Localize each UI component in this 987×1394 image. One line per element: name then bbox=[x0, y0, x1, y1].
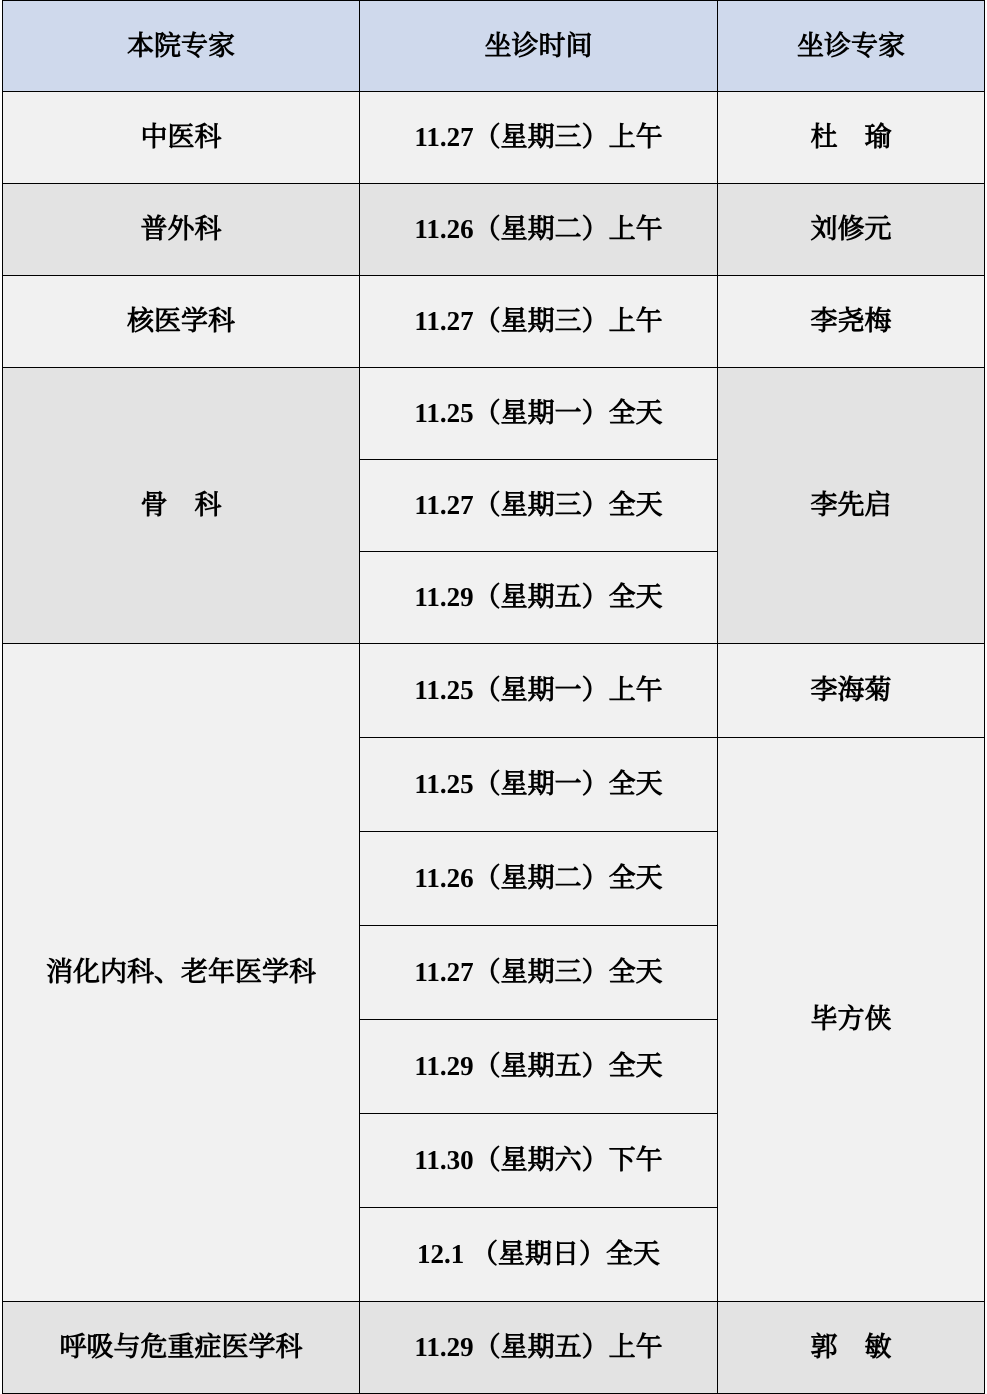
table-body bbox=[3, 92, 985, 1394]
expert-clinic-schedule-table bbox=[2, 0, 985, 1394]
cell-time: 11.27（星期三）上午 bbox=[360, 92, 718, 184]
table-row bbox=[3, 184, 985, 276]
cell-department: 呼吸与危重症医学科 bbox=[3, 1302, 360, 1394]
column-header-time: 坐诊时间 bbox=[360, 1, 718, 92]
cell-doctor: 李尧梅 bbox=[718, 276, 985, 368]
cell-time: 11.27（星期三）全天 bbox=[360, 926, 718, 1020]
cell-time: 11.29（星期五）全天 bbox=[360, 1020, 718, 1114]
cell-time: 11.25（星期一）上午 bbox=[360, 644, 718, 738]
table-row bbox=[3, 276, 985, 368]
cell-doctor: 李先启 bbox=[718, 368, 985, 644]
cell-doctor: 郭 敏 bbox=[718, 1302, 985, 1394]
cell-time: 11.26（星期二）上午 bbox=[360, 184, 718, 276]
cell-time: 11.30（星期六）下午 bbox=[360, 1114, 718, 1208]
cell-department: 核医学科 bbox=[3, 276, 360, 368]
cell-time: 11.26（星期二）全天 bbox=[360, 832, 718, 926]
cell-doctor: 李海菊 bbox=[718, 644, 985, 738]
cell-department: 普外科 bbox=[3, 184, 360, 276]
cell-time: 12.1 （星期日）全天 bbox=[360, 1208, 718, 1302]
cell-department: 中医科 bbox=[3, 92, 360, 184]
cell-time: 11.27（星期三）全天 bbox=[360, 460, 718, 552]
cell-time: 11.29（星期五）全天 bbox=[360, 552, 718, 644]
cell-time: 11.25（星期一）全天 bbox=[360, 738, 718, 832]
table-row bbox=[3, 368, 985, 460]
cell-doctor: 杜 瑜 bbox=[718, 92, 985, 184]
table-header bbox=[3, 1, 985, 92]
column-header-doctor: 坐诊专家 bbox=[718, 1, 985, 92]
table-row bbox=[3, 92, 985, 184]
column-header-department: 本院专家 bbox=[3, 1, 360, 92]
cell-time: 11.27（星期三）上午 bbox=[360, 276, 718, 368]
cell-doctor: 刘修元 bbox=[718, 184, 985, 276]
cell-doctor: 毕方侠 bbox=[718, 738, 985, 1302]
cell-department: 消化内科、老年医学科 bbox=[3, 644, 360, 1302]
table-row bbox=[3, 1302, 985, 1394]
table-row bbox=[3, 644, 985, 738]
cell-time: 11.29（星期五）上午 bbox=[360, 1302, 718, 1394]
table-header-row bbox=[3, 1, 985, 92]
cell-department: 骨 科 bbox=[3, 368, 360, 644]
cell-time: 11.25（星期一）全天 bbox=[360, 368, 718, 460]
